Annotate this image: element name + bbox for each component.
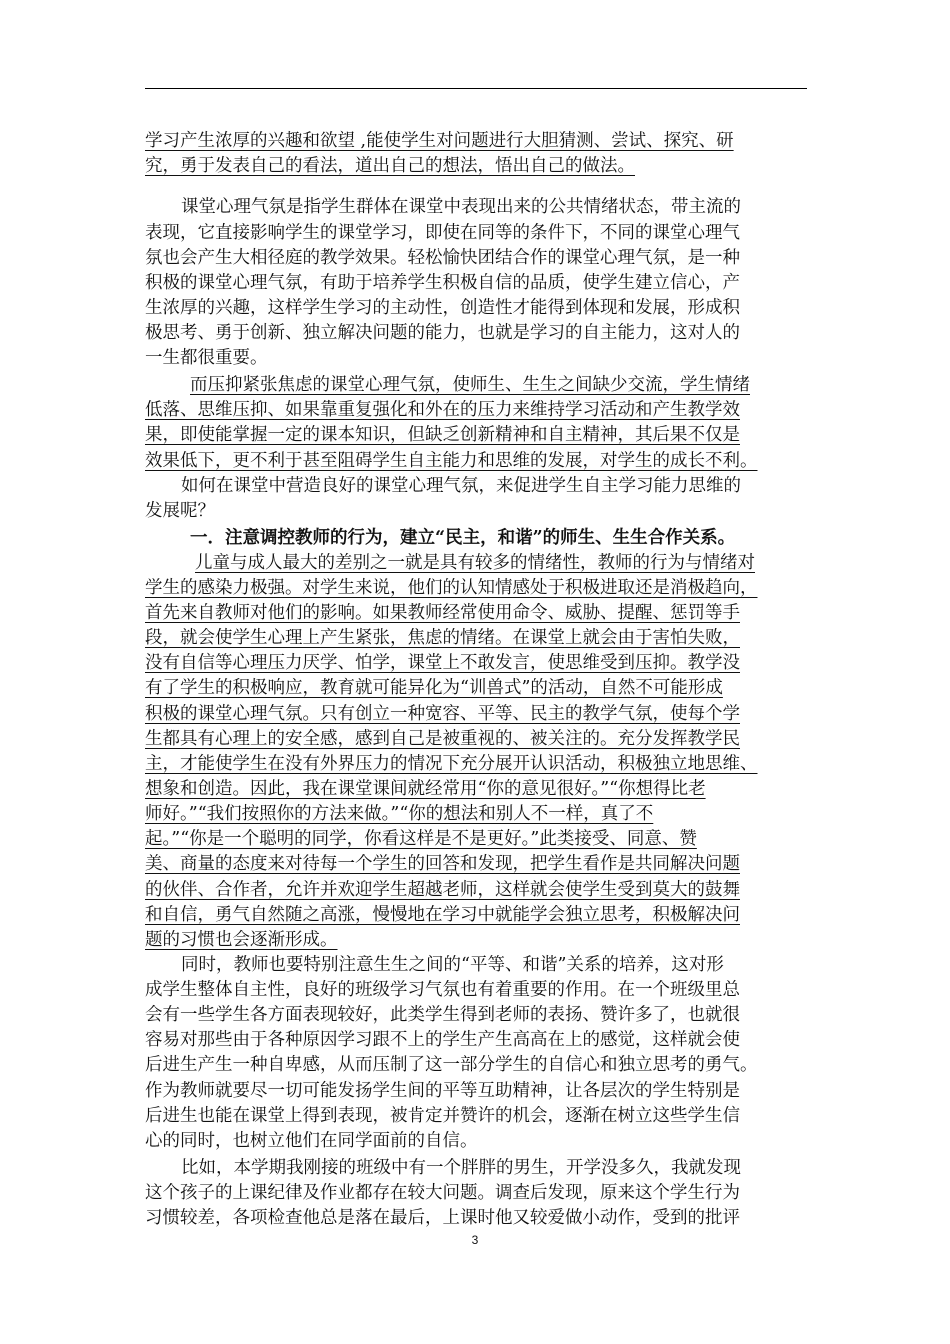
text-line-content: 学生的感染力极强。对学生来说，他们的认知情感处于积极进取还是消极趋向， <box>145 578 758 598</box>
text-line <box>145 1051 758 1079</box>
text-line <box>145 750 758 778</box>
text-line <box>145 396 740 424</box>
text-line-content: 积极的课堂心理气氛，有助于培养学生积极自信的品质，使学生建立信心，产 <box>145 273 740 293</box>
text-line-content: 学习产生浓厚的兴趣和欲望 ,能使学生对问题进行大胆猜测、尝试、探究、研 <box>145 131 734 151</box>
text-line-content: 段，就会使学生心理上产生紧张，焦虑的情绪。在课堂上就会由于害怕失败， <box>145 628 740 648</box>
text-line <box>145 901 740 929</box>
text-line-content: 主，才能使学生在没有外界压力的情况下充分展开认识活动，积极独立地思维、 <box>145 754 758 774</box>
text-line-content: 积极的课堂心理气氛。只有创立一种宽容、平等、民主的教学气氛，使每个学 <box>145 704 740 724</box>
text-line <box>145 244 740 272</box>
text-line-content: 师好。”“我们按照你的方法来做。”“你的想法和别人不一样，真了不 <box>145 804 654 824</box>
text-line <box>145 624 740 652</box>
text-line-content: 同时，教师也要特别注意生生之间的“平等、和谐”关系的培养，这对形 <box>181 955 724 975</box>
text-line-content: 首先来自教师对他们的影响。如果教师经常使用命令、威胁、提醒、惩罚等手 <box>145 603 740 623</box>
text-line <box>145 294 740 322</box>
text-line <box>145 219 740 247</box>
text-line <box>145 152 635 180</box>
text-line <box>145 976 740 1004</box>
text-line <box>145 1026 740 1054</box>
text-line <box>145 1204 740 1232</box>
text-line-content: 成学生整体自主性，良好的班级学习气氛也有着重要的作用。在一个班级里总 <box>145 980 740 1000</box>
text-line <box>145 775 706 803</box>
header-rule <box>145 88 807 89</box>
text-line-content: 起。”“你是一个聪明的同学，你看这样是不是更好。”此类接受、同意、赞 <box>145 829 697 849</box>
text-line-content: 极思考、勇于创新、独立解决问题的能力，也就是学习的自主能力，这对人的 <box>145 323 740 343</box>
text-line <box>145 1102 740 1130</box>
text-line <box>181 1154 741 1182</box>
text-line-content: 而压抑紧张焦虑的课堂心理气氛，使师生、生生之间缺少交流，学生情绪 <box>190 375 750 395</box>
text-line-content: 效果低下，更不利于甚至阻碍学生自主能力和思维的发展，对学生的成长不利。 <box>145 451 758 471</box>
text-line <box>145 850 740 878</box>
text-line-content: 究，勇于发表自己的看法，道出自己的想法，悟出自己的做法。 <box>145 156 635 176</box>
text-line-content: 作为教师就要尽一切可能发扬学生间的平等互助精神，让各层次的学生特别是 <box>145 1081 740 1101</box>
text-line-content: 后进生也能在课堂上得到表现，被肯定并赞许的机会，逐渐在树立这些学生信 <box>145 1106 740 1126</box>
text-line <box>145 269 740 297</box>
text-line <box>145 825 697 853</box>
text-line <box>145 876 740 904</box>
text-line-content: 氛也会产生大相径庭的教学效果。轻松愉快团结合作的课堂心理气氛，是一种 <box>145 248 740 268</box>
text-line-content: 的伙伴、合作者，允许并欢迎学生超越老师，这样就会使学生受到莫大的鼓舞 <box>145 880 740 900</box>
text-line <box>181 951 724 979</box>
text-line <box>145 926 338 954</box>
text-line-content: 发展呢？ <box>145 501 215 521</box>
text-line-content: 想象和创造。因此，我在课堂课间就经常用“你的意见很好。”“你想得比老 <box>145 779 706 799</box>
text-line <box>145 344 268 372</box>
text-line <box>181 193 741 221</box>
text-line-content: 生浓厚的兴趣，这样学生学习的主动性，创造性才能得到体现和发展，形成积 <box>145 298 740 318</box>
text-line <box>145 649 740 677</box>
text-line <box>145 599 740 627</box>
text-line-content: 比如，本学期我刚接的班级中有一个胖胖的男生，开学没多久，我就发现 <box>181 1158 741 1178</box>
text-line-content: 生都具有心理上的安全感，感到自己是被重视的、被关注的。充分发挥教学民 <box>145 729 740 749</box>
section-heading <box>190 524 735 552</box>
text-line <box>145 574 758 602</box>
text-line <box>195 549 755 577</box>
text-line-content: 表现，它直接影响学生的课堂学习，即使在同等的条件下，不同的课堂心理气 <box>145 223 740 243</box>
text-line <box>145 421 740 449</box>
text-line-content: 和自信，勇气自然随之高涨，慢慢地在学习中就能学会独立思考，积极解决问 <box>145 905 740 925</box>
text-line <box>181 472 741 500</box>
text-line <box>190 371 750 399</box>
text-line <box>145 1179 740 1207</box>
text-line <box>145 447 758 475</box>
text-line-content: 儿童与成人最大的差别之一就是具有较多的情绪性，教师的行为与情绪对 <box>195 553 755 573</box>
text-line <box>145 1001 740 1029</box>
text-line-content: 一生都很重要。 <box>145 348 268 368</box>
text-line-content: 这个孩子的上课纪律及作业都存在较大问题。调查后发现，原来这个学生行为 <box>145 1183 740 1203</box>
text-line <box>145 674 723 702</box>
text-line-content: 果，即使能掌握一定的课本知识，但缺乏创新精神和自主精神，其后果不仅是 <box>145 425 740 445</box>
text-line <box>145 127 734 155</box>
page-number: 3 <box>471 1233 479 1247</box>
text-line <box>145 1127 478 1155</box>
text-line-content: 一．注意调控教师的行为，建立“民主，和谐”的师生、生生合作关系。 <box>190 528 736 548</box>
text-line-content: 如何在课堂中营造良好的课堂心理气氛，来促进学生自主学习能力思维的 <box>181 476 741 496</box>
text-line-content: 心的同时，也树立他们在同学面前的自信。 <box>145 1131 478 1151</box>
text-line-content: 会有一些学生各方面表现较好，此类学生得到老师的表扬、赞许多了，也就很 <box>145 1005 740 1025</box>
text-line <box>145 1077 740 1105</box>
text-line-content: 美、商量的态度来对待每一个学生的回答和发现，把学生看作是共同解决问题 <box>145 854 740 874</box>
text-line-content: 题的习惯也会逐渐形成。 <box>145 930 338 950</box>
text-line <box>145 497 215 525</box>
text-line-content: 课堂心理气氛是指学生群体在课堂中表现出来的公共情绪状态，带主流的 <box>181 197 741 217</box>
text-line <box>145 700 740 728</box>
text-line <box>145 800 653 828</box>
text-line-content: 后进生产生一种自卑感，从而压制了这一部分学生的自信心和独立思考的勇气。 <box>145 1055 758 1075</box>
text-line <box>145 725 740 753</box>
text-line-content: 有了学生的积极响应，教育就可能异化为“训兽式”的活动，自然不可能形成 <box>145 678 723 698</box>
text-line-content: 容易对那些由于各种原因学习跟不上的学生产生高高在上的感觉，这样就会使 <box>145 1030 740 1050</box>
text-line-content: 没有自信等心理压力厌学、怕学，课堂上不敢发言，使思维受到压抑。教学没 <box>145 653 740 673</box>
text-line-content: 低落、思维压抑、如果靠重复强化和外在的压力来维持学习活动和产生教学效 <box>145 400 740 420</box>
text-line <box>145 319 740 347</box>
text-line-content: 习惯较差，各项检查他总是落在最后，上课时他又较爱做小动作，受到的批评 <box>145 1208 740 1228</box>
